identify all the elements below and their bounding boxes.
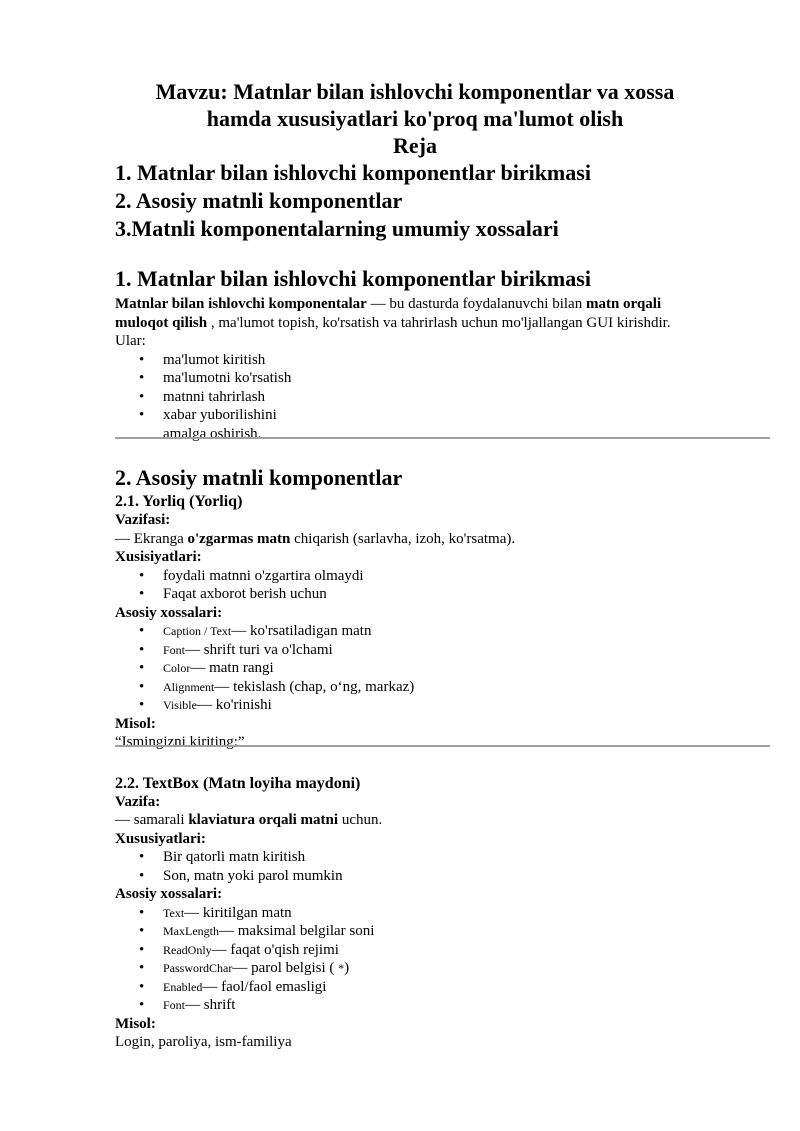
bullet-icon: • — [139, 641, 145, 658]
bold-term-components: Matnlar bilan ishlovchi komponentalar — [115, 296, 367, 312]
bullet-icon: • — [139, 941, 145, 958]
textbox-features-label: Xususiyatlari: — [115, 830, 206, 847]
bullet-icon: • — [139, 849, 145, 865]
property-item — [137, 696, 715, 715]
bullet-icon: • — [139, 867, 145, 884]
bold-term-dialog: matn orqali muloqot qilish — [115, 296, 662, 331]
property-name: Font — [163, 998, 186, 1012]
list-item-text: Bir qatorli matn kiritish — [163, 849, 306, 865]
list-item-text: foydali matnni o'zgartira olmaydi — [163, 567, 364, 584]
label-features-list — [115, 567, 715, 604]
label-example-text: “Ismingizni kiriting:” — [115, 734, 245, 750]
property-name: MaxLength — [163, 924, 219, 938]
property-item — [137, 922, 715, 941]
property-item — [137, 941, 715, 960]
property-name: Alignment — [163, 679, 215, 694]
property-item — [137, 659, 715, 678]
purpose-text-bold: o'zgarmas matn — [187, 530, 291, 547]
password-char-symbol: * — [338, 961, 345, 975]
property-desc: — parol belgisi ( — [232, 960, 339, 976]
property-item — [137, 641, 715, 660]
textbox-purpose-label: Vazifa: — [115, 793, 161, 810]
textbox-properties-list — [115, 904, 715, 1015]
bullet-icon: • — [139, 960, 145, 976]
paragraph-text-1: — bu dasturda foydalanuvchi bilan — [366, 296, 586, 312]
bullet-icon: • — [139, 407, 145, 423]
textbox-example-text: Login, paroliya, ism-familiya — [115, 1034, 292, 1050]
list-item — [137, 351, 715, 370]
property-name: Visible — [163, 698, 197, 712]
label-features-label: Xusisiyatlari: — [115, 549, 202, 565]
section-2-heading: 2. Asosiy matnli komponentlar — [115, 465, 403, 490]
property-desc: — ko'rsatiladigan matn — [231, 623, 372, 639]
property-desc: — faol/faol emasligi — [202, 978, 327, 995]
bullet-icon: • — [139, 567, 145, 584]
plan-item-2: 2. Asosiy matnli komponentlar — [115, 188, 403, 213]
label-purpose-label: Vazifasi: — [115, 512, 171, 528]
property-desc: — ko'rinishi — [196, 697, 272, 713]
bullet-icon: • — [139, 904, 145, 921]
document-title-line-1: Mavzu: Matnlar bilan ishlovchi komponentlar va xossa — [155, 79, 675, 104]
property-desc: — shrift — [185, 997, 236, 1013]
purpose-text-pre: — Ekranga — [115, 530, 188, 547]
textbox-example-label: Misol: — [115, 1015, 156, 1032]
property-item — [137, 678, 715, 697]
textbox-properties-label: Asosiy xossalari: — [115, 886, 223, 902]
label-properties-list — [115, 622, 715, 715]
purpose-text-pre: — samarali — [115, 812, 189, 828]
property-name: PasswordChar — [163, 961, 233, 975]
purpose-text-post: uchun. — [338, 812, 383, 828]
list-item — [137, 867, 715, 886]
purpose-text-bold: klaviatura orqali matni — [188, 812, 339, 828]
list-item — [137, 848, 715, 867]
property-desc: — maksimal belgilar soni — [219, 923, 375, 939]
list-item-text: xabar yuborilishini — [163, 407, 277, 423]
list-item — [137, 567, 715, 586]
section-1-paragraph — [115, 295, 715, 332]
section-1-heading: 1. Matnlar bilan ishlovchi komponentlar birikmasi — [115, 266, 591, 291]
bullet-icon: • — [139, 388, 145, 405]
section-1-list — [115, 351, 715, 444]
document-page — [115, 78, 715, 1052]
list-item-text: amalga oshirish. — [163, 425, 262, 442]
plan-item-3: 3.Matnli komponentalarning umumiy xossalari — [115, 216, 559, 241]
list-item — [137, 388, 715, 407]
bullet-icon: • — [139, 697, 145, 713]
list-item-continuation — [137, 425, 715, 444]
property-item — [137, 978, 715, 997]
list-intro: Ular: — [115, 333, 146, 349]
bullet-icon: • — [139, 997, 145, 1013]
label-purpose-text — [115, 530, 715, 549]
list-item-text: matnni tahrirlash — [163, 388, 266, 405]
list-item — [137, 585, 715, 604]
property-desc: — faqat o'qish rejimi — [211, 941, 339, 958]
property-name: ReadOnly — [163, 942, 212, 957]
label-properties-label: Asosiy xossalari: — [115, 604, 223, 621]
bullet-icon: • — [139, 678, 145, 695]
list-item-text: Son, matn yoki parol mumkin — [163, 867, 343, 884]
bullet-icon: • — [139, 923, 145, 939]
bullet-icon: • — [139, 978, 145, 995]
document-title-line-2: hamda xususiyatlari ko'proq ma'lumot olish — [206, 106, 624, 131]
textbox-features-list — [115, 848, 715, 885]
bullet-icon: • — [139, 351, 145, 368]
section-divider — [115, 745, 770, 747]
property-desc: — tekislash (chap, o‘ng, markaz) — [214, 678, 415, 695]
property-desc: — kiritilgan matn — [184, 904, 292, 921]
property-desc: — matn rangi — [190, 660, 274, 676]
plan-heading: Reja — [393, 133, 437, 158]
property-name: Caption / Text — [163, 624, 232, 638]
list-item-text: ma'lumot kiritish — [163, 351, 266, 368]
property-name: Font — [163, 642, 186, 657]
list-item — [137, 369, 715, 388]
subsection-textbox-heading: 2.2. TextBox (Matn loyiha maydoni) — [115, 774, 361, 792]
list-item — [137, 406, 715, 425]
bullet-icon: • — [139, 586, 145, 602]
section-divider — [115, 437, 770, 439]
plan-item-1: 1. Matnlar bilan ishlovchi komponentlar birikmasi — [115, 160, 591, 185]
property-name: Enabled — [163, 979, 203, 994]
property-item — [137, 996, 715, 1015]
bullet-icon: • — [139, 370, 145, 386]
property-name: Text — [163, 905, 185, 920]
bullet-icon: • — [139, 660, 145, 676]
property-name: Color — [163, 661, 191, 675]
paragraph-text-2: , ma'lumot topish, ko'rsatish va tahrirlash uchun mo'ljallangan GUI kirishdir. — [207, 314, 671, 331]
subsection-label-heading: 2.1. Yorliq (Yorliq) — [115, 493, 243, 510]
bullet-icon: • — [139, 623, 145, 639]
property-item — [137, 959, 715, 978]
property-item — [137, 622, 715, 641]
property-desc-tail: ) — [344, 960, 350, 976]
list-item-text: Faqat axborot berish uchun — [163, 586, 327, 602]
label-example-label: Misol: — [115, 715, 156, 732]
list-item-text: ma'lumotni ko'rsatish — [163, 370, 292, 386]
property-item — [137, 904, 715, 923]
property-desc: — shrift turi va o'lchami — [185, 641, 333, 658]
purpose-text-post: chiqarish (sarlavha, izoh, ko'rsatma). — [290, 530, 516, 547]
textbox-purpose-text — [115, 811, 715, 830]
